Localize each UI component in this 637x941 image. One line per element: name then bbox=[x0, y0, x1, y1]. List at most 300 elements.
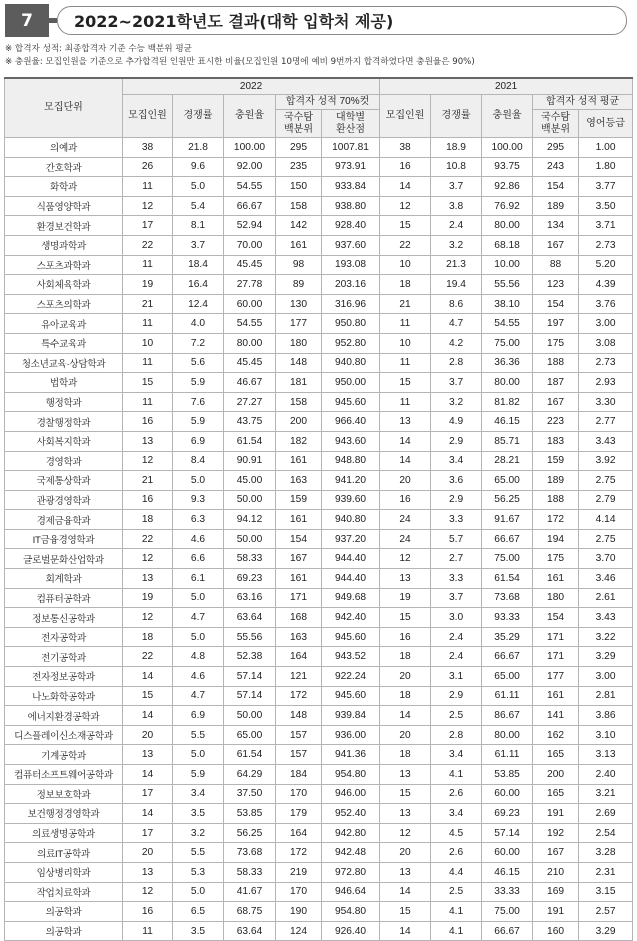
english-grade-2021-cell: 3.77 bbox=[579, 177, 633, 197]
competition-2022-cell: 4.0 bbox=[173, 314, 224, 334]
converted-score-2022-cell: 952.80 bbox=[322, 333, 380, 353]
english-grade-2021-cell: 1.80 bbox=[579, 157, 633, 177]
quota-2021-cell: 11 bbox=[380, 392, 431, 412]
competition-2022-cell: 4.8 bbox=[173, 647, 224, 667]
department-cell: 경찰행정학과 bbox=[5, 412, 123, 432]
competition-2021-cell: 2.4 bbox=[431, 627, 482, 647]
competition-2022-cell: 6.3 bbox=[173, 510, 224, 530]
competition-2022-cell: 4.6 bbox=[173, 529, 224, 549]
percentile-2022-cell: 159 bbox=[276, 490, 322, 510]
score-avg-header: 합격자 성적 평균 bbox=[533, 95, 633, 110]
quota-2022-cell: 13 bbox=[123, 569, 173, 589]
department-cell: 나노화학공학과 bbox=[5, 686, 123, 706]
percentile-2022-cell: 158 bbox=[276, 196, 322, 216]
department-cell: 의공학과 bbox=[5, 902, 123, 922]
table-row bbox=[5, 588, 633, 608]
year-2021-header: 2021 bbox=[380, 78, 633, 95]
department-cell: 경영학과 bbox=[5, 451, 123, 471]
quota-2021-cell: 22 bbox=[380, 235, 431, 255]
competition-2021-cell: 4.9 bbox=[431, 412, 482, 432]
quota-2022-cell: 11 bbox=[123, 353, 173, 373]
table-row bbox=[5, 608, 633, 628]
english-grade-2021-cell: 3.08 bbox=[579, 333, 633, 353]
fill-rate-2022-cell: 50.00 bbox=[224, 490, 276, 510]
fill-rate-2021-cell: 54.55 bbox=[482, 314, 533, 334]
competition-2021-cell: 18.9 bbox=[431, 138, 482, 158]
fill-rate-2022-cell: 57.14 bbox=[224, 667, 276, 687]
table-row bbox=[5, 627, 633, 647]
table-row bbox=[5, 431, 633, 451]
competition-2021-cell: 2.5 bbox=[431, 882, 482, 902]
fill-rate-2022-cell: 68.75 bbox=[224, 902, 276, 922]
fill-rate-2021-cell: 85.71 bbox=[482, 431, 533, 451]
quota-2022-cell: 13 bbox=[123, 862, 173, 882]
competition-2022-cell: 5.0 bbox=[173, 588, 224, 608]
table-row bbox=[5, 725, 633, 745]
competition-header-2021: 경쟁률 bbox=[431, 95, 482, 138]
percentile-2021-cell: 188 bbox=[533, 353, 579, 373]
quota-2021-cell: 10 bbox=[380, 255, 431, 275]
competition-2022-cell: 9.6 bbox=[173, 157, 224, 177]
fill-rate-2021-cell: 60.00 bbox=[482, 843, 533, 863]
percentile-2022-cell: 170 bbox=[276, 882, 322, 902]
competition-2021-cell: 3.4 bbox=[431, 804, 482, 824]
percentile-2021-cell: 162 bbox=[533, 725, 579, 745]
percentile-2021-cell: 189 bbox=[533, 471, 579, 491]
competition-2022-cell: 8.1 bbox=[173, 216, 224, 236]
english-grade-2021-cell: 2.54 bbox=[579, 823, 633, 843]
fill-rate-2021-cell: 93.33 bbox=[482, 608, 533, 628]
department-cell: 정보통신공학과 bbox=[5, 608, 123, 628]
competition-2021-cell: 3.7 bbox=[431, 588, 482, 608]
competition-2022-cell: 5.5 bbox=[173, 725, 224, 745]
fill-rate-header-2022: 충원율 bbox=[224, 95, 276, 138]
competition-2022-cell: 5.0 bbox=[173, 177, 224, 197]
fill-rate-2022-cell: 58.33 bbox=[224, 862, 276, 882]
table-row bbox=[5, 412, 633, 432]
department-cell: 유아교육과 bbox=[5, 314, 123, 334]
converted-score-2022-cell: 942.40 bbox=[322, 608, 380, 628]
table-row bbox=[5, 353, 633, 373]
fill-rate-2022-cell: 43.75 bbox=[224, 412, 276, 432]
department-cell: 스포츠과학과 bbox=[5, 255, 123, 275]
quota-2022-cell: 14 bbox=[123, 706, 173, 726]
fill-rate-2021-cell: 10.00 bbox=[482, 255, 533, 275]
fill-rate-2022-cell: 50.00 bbox=[224, 529, 276, 549]
fill-rate-2021-cell: 55.56 bbox=[482, 275, 533, 295]
table-row bbox=[5, 392, 633, 412]
quota-2021-cell: 15 bbox=[380, 373, 431, 393]
department-cell: 디스플레이신소재공학과 bbox=[5, 725, 123, 745]
english-grade-2021-cell: 2.79 bbox=[579, 490, 633, 510]
percentile-2022-cell: 177 bbox=[276, 314, 322, 334]
fill-rate-2022-cell: 52.38 bbox=[224, 647, 276, 667]
converted-score-2022-cell: 941.20 bbox=[322, 471, 380, 491]
percentile-2021-cell: 154 bbox=[533, 177, 579, 197]
fill-rate-2021-cell: 93.75 bbox=[482, 157, 533, 177]
quota-2022-cell: 16 bbox=[123, 902, 173, 922]
department-cell: 의료IT공학과 bbox=[5, 843, 123, 863]
section-title-bar bbox=[5, 4, 631, 37]
department-cell: 관광경영학과 bbox=[5, 490, 123, 510]
quota-2021-cell: 14 bbox=[380, 451, 431, 471]
competition-2022-cell: 4.7 bbox=[173, 608, 224, 628]
department-cell: 행정학과 bbox=[5, 392, 123, 412]
english-grade-2021-cell: 3.30 bbox=[579, 392, 633, 412]
table-row bbox=[5, 216, 633, 236]
fill-rate-header-2021: 충원율 bbox=[482, 95, 533, 138]
percentile-2022-cell: 164 bbox=[276, 823, 322, 843]
table-row bbox=[5, 823, 633, 843]
competition-2022-cell: 3.7 bbox=[173, 235, 224, 255]
competition-2021-cell: 3.0 bbox=[431, 608, 482, 628]
percentile-2022-cell: 161 bbox=[276, 569, 322, 589]
converted-score-2022-cell: 950.00 bbox=[322, 373, 380, 393]
fill-rate-2022-cell: 50.00 bbox=[224, 706, 276, 726]
english-grade-2021-cell: 1.00 bbox=[579, 138, 633, 158]
competition-2022-cell: 5.5 bbox=[173, 843, 224, 863]
fill-rate-2022-cell: 65.00 bbox=[224, 725, 276, 745]
results-table-body bbox=[5, 138, 633, 941]
fill-rate-2021-cell: 61.11 bbox=[482, 745, 533, 765]
table-row bbox=[5, 784, 633, 804]
competition-2021-cell: 2.9 bbox=[431, 431, 482, 451]
quota-2021-cell: 20 bbox=[380, 725, 431, 745]
table-row bbox=[5, 706, 633, 726]
competition-2021-cell: 2.8 bbox=[431, 353, 482, 373]
quota-2022-cell: 38 bbox=[123, 138, 173, 158]
percentile-2021-cell: 161 bbox=[533, 569, 579, 589]
department-cell: 임상병리학과 bbox=[5, 862, 123, 882]
quota-2022-cell: 17 bbox=[123, 823, 173, 843]
table-row bbox=[5, 765, 633, 785]
quota-2021-cell: 12 bbox=[380, 823, 431, 843]
competition-2021-cell: 3.2 bbox=[431, 392, 482, 412]
department-cell: 청소년교육·상담학과 bbox=[5, 353, 123, 373]
quota-2021-cell: 18 bbox=[380, 686, 431, 706]
percentile-2021-cell: 243 bbox=[533, 157, 579, 177]
quota-2021-cell: 20 bbox=[380, 471, 431, 491]
department-cell: 경제금융학과 bbox=[5, 510, 123, 530]
fill-rate-2022-cell: 41.67 bbox=[224, 882, 276, 902]
fill-rate-2021-cell: 92.86 bbox=[482, 177, 533, 197]
department-cell: 스포츠의학과 bbox=[5, 294, 123, 314]
fill-rate-2021-cell: 76.92 bbox=[482, 196, 533, 216]
section-title: 2022~2021학년도 결과(대학 입학처 제공) bbox=[57, 6, 627, 35]
fill-rate-2021-cell: 33.33 bbox=[482, 882, 533, 902]
competition-2021-cell: 4.5 bbox=[431, 823, 482, 843]
converted-score-2022-cell: 193.08 bbox=[322, 255, 380, 275]
fill-rate-2022-cell: 45.00 bbox=[224, 471, 276, 491]
english-grade-2021-cell: 2.73 bbox=[579, 235, 633, 255]
competition-2022-cell: 5.9 bbox=[173, 412, 224, 432]
competition-2022-cell: 7.6 bbox=[173, 392, 224, 412]
table-row bbox=[5, 647, 633, 667]
english-grade-2021-cell: 2.57 bbox=[579, 902, 633, 922]
table-row bbox=[5, 177, 633, 197]
competition-2022-cell: 5.3 bbox=[173, 862, 224, 882]
competition-2021-cell: 3.4 bbox=[431, 451, 482, 471]
competition-2022-cell: 12.4 bbox=[173, 294, 224, 314]
department-cell: 의예과 bbox=[5, 138, 123, 158]
quota-2022-cell: 11 bbox=[123, 392, 173, 412]
percentile-2022-cell: 130 bbox=[276, 294, 322, 314]
fill-rate-2021-cell: 36.36 bbox=[482, 353, 533, 373]
competition-2021-cell: 4.1 bbox=[431, 765, 482, 785]
percentile-2022-cell: 157 bbox=[276, 725, 322, 745]
converted-score-2022-cell: 1007.81 bbox=[322, 138, 380, 158]
competition-header-2022: 경쟁률 bbox=[173, 95, 224, 138]
competition-2022-cell: 21.8 bbox=[173, 138, 224, 158]
quota-2022-cell: 12 bbox=[123, 451, 173, 471]
competition-2022-cell: 7.2 bbox=[173, 333, 224, 353]
quota-2022-cell: 19 bbox=[123, 588, 173, 608]
converted-score-2022-cell: 937.20 bbox=[322, 529, 380, 549]
converted-score-2022-cell: 928.40 bbox=[322, 216, 380, 236]
percentile-2021-cell: 177 bbox=[533, 667, 579, 687]
quota-2021-cell: 18 bbox=[380, 275, 431, 295]
fill-rate-2021-cell: 73.68 bbox=[482, 588, 533, 608]
percentile-2022-cell: 171 bbox=[276, 588, 322, 608]
quota-2022-cell: 12 bbox=[123, 608, 173, 628]
percentile-2022-cell: 170 bbox=[276, 784, 322, 804]
notes bbox=[5, 43, 631, 68]
fill-rate-2022-cell: 45.45 bbox=[224, 255, 276, 275]
converted-score-2022-cell: 933.84 bbox=[322, 177, 380, 197]
quota-2021-cell: 13 bbox=[380, 412, 431, 432]
percentile-2022-cell: 161 bbox=[276, 235, 322, 255]
percentile-2021-cell: 134 bbox=[533, 216, 579, 236]
quota-header-2021: 모집인원 bbox=[380, 95, 431, 138]
quota-2022-cell: 22 bbox=[123, 647, 173, 667]
competition-2021-cell: 2.5 bbox=[431, 706, 482, 726]
english-grade-2021-cell: 5.20 bbox=[579, 255, 633, 275]
quota-2021-cell: 11 bbox=[380, 314, 431, 334]
english-grade-2021-cell: 3.28 bbox=[579, 843, 633, 863]
english-grade-2021-cell: 3.86 bbox=[579, 706, 633, 726]
competition-2021-cell: 4.1 bbox=[431, 921, 482, 941]
department-cell: 사회복지학과 bbox=[5, 431, 123, 451]
table-row bbox=[5, 451, 633, 471]
english-grade-2021-cell: 2.93 bbox=[579, 373, 633, 393]
percentile-header-2021: 국수탐 백분위 bbox=[533, 110, 579, 138]
converted-score-2022-cell: 973.91 bbox=[322, 157, 380, 177]
fill-rate-2021-cell: 38.10 bbox=[482, 294, 533, 314]
competition-2021-cell: 2.7 bbox=[431, 549, 482, 569]
english-grade-2021-cell: 3.43 bbox=[579, 608, 633, 628]
percentile-2022-cell: 148 bbox=[276, 706, 322, 726]
fill-rate-2021-cell: 66.67 bbox=[482, 921, 533, 941]
fill-rate-2022-cell: 90.91 bbox=[224, 451, 276, 471]
quota-2021-cell: 14 bbox=[380, 177, 431, 197]
quota-2021-cell: 18 bbox=[380, 647, 431, 667]
dept-header: 모집단위 bbox=[5, 78, 123, 138]
competition-2021-cell: 3.3 bbox=[431, 510, 482, 530]
converted-score-2022-cell: 943.60 bbox=[322, 431, 380, 451]
quota-2021-cell: 21 bbox=[380, 294, 431, 314]
department-cell: 국제통상학과 bbox=[5, 471, 123, 491]
quota-2022-cell: 22 bbox=[123, 529, 173, 549]
english-grade-2021-cell: 3.71 bbox=[579, 216, 633, 236]
percentile-2021-cell: 171 bbox=[533, 647, 579, 667]
percentile-2022-cell: 158 bbox=[276, 392, 322, 412]
percentile-2021-cell: 123 bbox=[533, 275, 579, 295]
fill-rate-2021-cell: 75.00 bbox=[482, 902, 533, 922]
fill-rate-2022-cell: 46.67 bbox=[224, 373, 276, 393]
fill-rate-2021-cell: 28.21 bbox=[482, 451, 533, 471]
fill-rate-2021-cell: 56.25 bbox=[482, 490, 533, 510]
table-row bbox=[5, 569, 633, 589]
quota-2022-cell: 11 bbox=[123, 921, 173, 941]
fill-rate-2021-cell: 61.11 bbox=[482, 686, 533, 706]
percentile-2021-cell: 180 bbox=[533, 588, 579, 608]
percentile-2022-cell: 200 bbox=[276, 412, 322, 432]
quota-2021-cell: 38 bbox=[380, 138, 431, 158]
fill-rate-2021-cell: 61.54 bbox=[482, 569, 533, 589]
quota-2022-cell: 11 bbox=[123, 314, 173, 334]
table-row bbox=[5, 804, 633, 824]
competition-2022-cell: 8.4 bbox=[173, 451, 224, 471]
percentile-2021-cell: 167 bbox=[533, 392, 579, 412]
percentile-2021-cell: 188 bbox=[533, 490, 579, 510]
quota-2021-cell: 15 bbox=[380, 216, 431, 236]
percentile-2021-cell: 171 bbox=[533, 627, 579, 647]
competition-2021-cell: 3.2 bbox=[431, 235, 482, 255]
department-cell: 글로벌문화산업학과 bbox=[5, 549, 123, 569]
converted-score-2022-cell: 203.16 bbox=[322, 275, 380, 295]
table-row bbox=[5, 275, 633, 295]
english-grade-2021-cell: 3.10 bbox=[579, 725, 633, 745]
fill-rate-2022-cell: 92.00 bbox=[224, 157, 276, 177]
fill-rate-2022-cell: 80.00 bbox=[224, 333, 276, 353]
percentile-2021-cell: 169 bbox=[533, 882, 579, 902]
fill-rate-2021-cell: 91.67 bbox=[482, 510, 533, 530]
percentile-2022-cell: 184 bbox=[276, 765, 322, 785]
competition-2022-cell: 5.6 bbox=[173, 353, 224, 373]
english-grade-2021-cell: 3.29 bbox=[579, 647, 633, 667]
percentile-2021-cell: 160 bbox=[533, 921, 579, 941]
english-grade-2021-cell: 4.39 bbox=[579, 275, 633, 295]
competition-2021-cell: 2.9 bbox=[431, 490, 482, 510]
quota-2022-cell: 20 bbox=[123, 843, 173, 863]
fill-rate-2022-cell: 61.54 bbox=[224, 745, 276, 765]
competition-2021-cell: 4.7 bbox=[431, 314, 482, 334]
english-grade-2021-cell: 2.81 bbox=[579, 686, 633, 706]
percentile-2022-cell: 154 bbox=[276, 529, 322, 549]
quota-2022-cell: 22 bbox=[123, 235, 173, 255]
competition-2022-cell: 5.0 bbox=[173, 882, 224, 902]
quota-2021-cell: 15 bbox=[380, 608, 431, 628]
department-cell: 생명과학과 bbox=[5, 235, 123, 255]
quota-2021-cell: 24 bbox=[380, 529, 431, 549]
fill-rate-2021-cell: 86.67 bbox=[482, 706, 533, 726]
quota-2021-cell: 20 bbox=[380, 667, 431, 687]
table-row bbox=[5, 138, 633, 158]
quota-2022-cell: 18 bbox=[123, 627, 173, 647]
english-grade-2021-cell: 3.43 bbox=[579, 431, 633, 451]
english-grade-2021-cell: 2.31 bbox=[579, 862, 633, 882]
quota-2021-cell: 13 bbox=[380, 765, 431, 785]
table-row bbox=[5, 843, 633, 863]
quota-2022-cell: 12 bbox=[123, 882, 173, 902]
percentile-2021-cell: 191 bbox=[533, 804, 579, 824]
fill-rate-2022-cell: 66.67 bbox=[224, 196, 276, 216]
converted-score-2022-cell: 945.60 bbox=[322, 686, 380, 706]
english-grade-2021-cell: 3.22 bbox=[579, 627, 633, 647]
percentile-2022-cell: 235 bbox=[276, 157, 322, 177]
department-cell: 에너지환경공학과 bbox=[5, 706, 123, 726]
department-cell: 사회체육학과 bbox=[5, 275, 123, 295]
converted-score-2022-cell: 954.80 bbox=[322, 765, 380, 785]
table-row bbox=[5, 921, 633, 941]
fill-rate-2022-cell: 37.50 bbox=[224, 784, 276, 804]
percentile-2021-cell: 183 bbox=[533, 431, 579, 451]
fill-rate-2022-cell: 45.45 bbox=[224, 353, 276, 373]
department-cell: 정보보호학과 bbox=[5, 784, 123, 804]
converted-score-2022-cell: 945.60 bbox=[322, 392, 380, 412]
percentile-2021-cell: 88 bbox=[533, 255, 579, 275]
table-row bbox=[5, 333, 633, 353]
english-grade-2021-cell: 3.70 bbox=[579, 549, 633, 569]
department-cell: 의공학과 bbox=[5, 921, 123, 941]
percentile-2022-cell: 163 bbox=[276, 471, 322, 491]
quota-2022-cell: 10 bbox=[123, 333, 173, 353]
table-row bbox=[5, 686, 633, 706]
competition-2021-cell: 10.8 bbox=[431, 157, 482, 177]
quota-2022-cell: 12 bbox=[123, 196, 173, 216]
competition-2022-cell: 4.6 bbox=[173, 667, 224, 687]
note-fill-rate: ※ 충원율: 모집인원을 기준으로 추가합격된 인원만 표시한 비율(모집인원 10명에 예비 9번까지 합격하였다면 충원율은 90%) bbox=[5, 56, 475, 67]
quota-header-2022: 모집인원 bbox=[123, 95, 173, 138]
percentile-2021-cell: 187 bbox=[533, 373, 579, 393]
english-grade-2021-cell: 2.40 bbox=[579, 765, 633, 785]
competition-2022-cell: 5.9 bbox=[173, 373, 224, 393]
english-grade-2021-cell: 2.73 bbox=[579, 353, 633, 373]
quota-2022-cell: 20 bbox=[123, 725, 173, 745]
quota-2021-cell: 20 bbox=[380, 843, 431, 863]
competition-2022-cell: 5.0 bbox=[173, 471, 224, 491]
fill-rate-2021-cell: 35.29 bbox=[482, 627, 533, 647]
converted-score-2022-cell: 946.64 bbox=[322, 882, 380, 902]
competition-2021-cell: 3.6 bbox=[431, 471, 482, 491]
percentile-2021-cell: 161 bbox=[533, 686, 579, 706]
english-grade-2021-cell: 3.92 bbox=[579, 451, 633, 471]
table-row bbox=[5, 549, 633, 569]
quota-2022-cell: 13 bbox=[123, 431, 173, 451]
converted-score-2022-cell: 926.40 bbox=[322, 921, 380, 941]
converted-score-2022-cell: 316.96 bbox=[322, 294, 380, 314]
quota-2022-cell: 19 bbox=[123, 275, 173, 295]
converted-score-2022-cell: 948.80 bbox=[322, 451, 380, 471]
fill-rate-2022-cell: 55.56 bbox=[224, 627, 276, 647]
english-grade-2021-cell: 3.00 bbox=[579, 314, 633, 334]
percentile-2021-cell: 192 bbox=[533, 823, 579, 843]
quota-2022-cell: 14 bbox=[123, 804, 173, 824]
converted-score-2022-cell: 943.52 bbox=[322, 647, 380, 667]
table-row bbox=[5, 294, 633, 314]
fill-rate-2022-cell: 63.16 bbox=[224, 588, 276, 608]
competition-2021-cell: 2.4 bbox=[431, 647, 482, 667]
quota-2021-cell: 16 bbox=[380, 157, 431, 177]
english-grade-2021-cell: 3.15 bbox=[579, 882, 633, 902]
converted-score-2022-cell: 940.80 bbox=[322, 353, 380, 373]
fill-rate-2021-cell: 80.00 bbox=[482, 216, 533, 236]
competition-2021-cell: 3.4 bbox=[431, 745, 482, 765]
converted-score-2022-cell: 952.40 bbox=[322, 804, 380, 824]
percentile-2022-cell: 182 bbox=[276, 431, 322, 451]
fill-rate-2021-cell: 100.00 bbox=[482, 138, 533, 158]
fill-rate-2021-cell: 65.00 bbox=[482, 471, 533, 491]
